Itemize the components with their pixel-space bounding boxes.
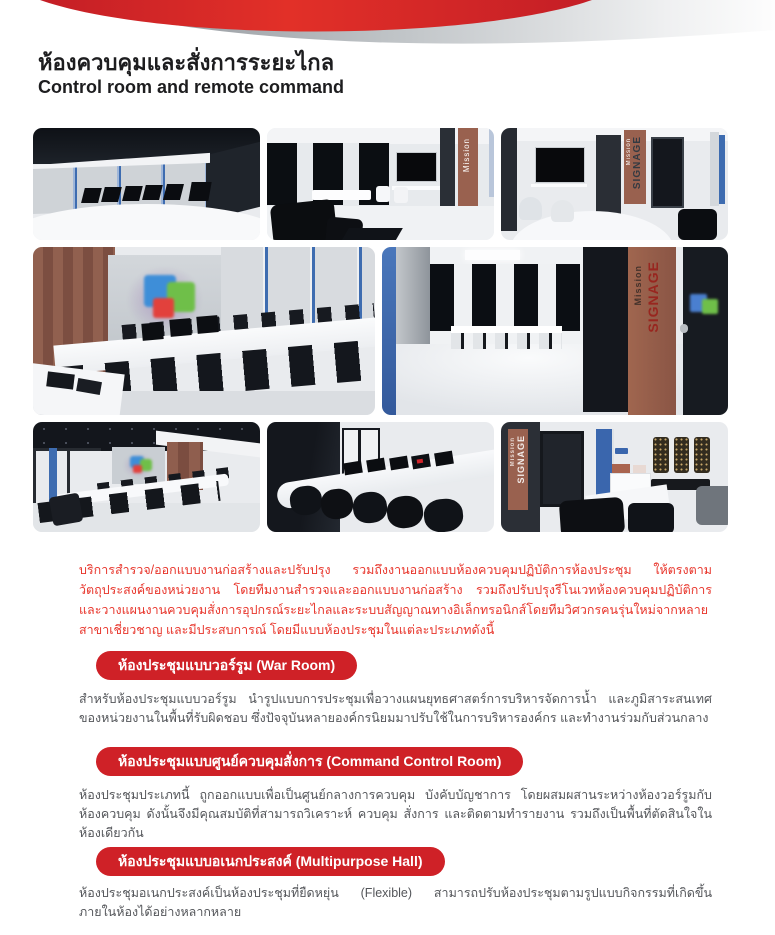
photo-war-room <box>33 247 375 415</box>
chairs <box>451 333 562 350</box>
monitor <box>343 460 363 475</box>
photo-conference-room <box>33 422 260 532</box>
chair <box>49 492 83 525</box>
acoustic-panel <box>674 437 690 472</box>
page-title <box>38 50 344 99</box>
wall-column <box>596 135 621 218</box>
sofa <box>628 503 673 532</box>
chair <box>386 494 425 530</box>
photo-control-room <box>33 128 260 240</box>
laptop <box>46 371 75 389</box>
section-heading-command-control-room: ห้องประชุมแบบศูนย์ควบคุมสั่งการ (Command Control Room) <box>96 747 523 776</box>
floor <box>396 344 728 415</box>
section-heading-war-room: ห้องประชุมแบบวอร์รูม (War Room) <box>96 651 357 680</box>
signage-panel <box>624 130 647 204</box>
blue-accent-strip <box>719 135 725 204</box>
mission-label: Mission <box>461 138 471 173</box>
monitor <box>169 318 191 337</box>
gallery-row-3 <box>33 422 728 532</box>
acoustic-panel <box>694 437 710 472</box>
gallery-row-1 <box>33 128 728 240</box>
table <box>451 326 562 333</box>
page-title-thai: ห้องควบคุมและสั่งการระยะไกล <box>38 50 335 75</box>
wall-column <box>440 128 456 209</box>
photo-meeting-room-mission <box>267 128 494 240</box>
mission-label: Mission <box>632 265 643 306</box>
signage-label: SIGNAGE <box>644 261 661 333</box>
photo-command-hall <box>382 247 728 415</box>
wall-edge <box>501 128 517 231</box>
pillar <box>710 132 719 206</box>
shelf <box>531 184 588 187</box>
gallery-row-2 <box>33 247 728 415</box>
chair <box>376 186 390 202</box>
ceiling-light <box>465 250 520 260</box>
signage-label: SIGNAGE <box>515 434 526 484</box>
monitor <box>434 450 454 466</box>
sofa-gray <box>696 486 728 526</box>
chair <box>320 488 355 521</box>
locker-wall <box>430 264 582 331</box>
chair <box>352 491 389 525</box>
chair <box>519 197 542 219</box>
signage-label: SIGNAGE <box>631 136 643 190</box>
mission-label: Mission <box>509 436 516 466</box>
section-body-command-control-room: ห้องประชุมประเภทนี้ ถูกออกแบบเพื่อเป็นศูนย์กลางการควบคุม บังคับบัญชาการ โดยผสมผสานระหว่างห้องวอร์รูมกับห้องควบคุม ดังนั้นจึงมีคุณสมบัติที่สามารถวิเคราะห์ ควบคุม สั่งการ และติดตามทำรายงาน รวมถึงเป็นพื้นที่ตัดสินใจในห้องเดียวกัน <box>79 788 712 840</box>
window <box>540 431 585 507</box>
intro-paragraph: บริการสำรวจ/ออกแบบงานก่อสร้างและปรับปรุง รวมถึงงานออกแบบห้องควบคุมปฏิบัติการห้องประชุม ให้ตรงตามวัตถุประสงค์ของหน่วยงาน โดยทีมงานสำรวจและออกแบบงานก่อสร้าง รวมถึงปรับปรุงรีโนเวทห้องควบคุมปฏิบัติการและวางแผนงานควบคุมสั่งการอุปกรณ์ระยะไกลและระบบสัญญาณทางอิเล็กทรอนิกส์โดยทีมวิศวกรคนรุ่นใหม่จากหลายสาขาเชี่ยวชาญ และมีประสบการณ์ โดยมีแบบห้องประชุมในแต่ละประเภทดังนี้ <box>79 563 712 637</box>
photo-meeting-room-signage <box>501 128 728 240</box>
acoustic-panel <box>653 437 669 472</box>
box <box>633 465 647 473</box>
header-swoosh-graphic <box>0 0 775 54</box>
table <box>312 190 371 200</box>
foreground-chair <box>678 209 717 240</box>
box <box>612 464 630 473</box>
signage-panel <box>628 247 676 415</box>
monitor <box>163 184 184 200</box>
section-heading-multipurpose-hall: ห้องประชุมแบบอเนกประสงค์ (Multipurpose Hall) <box>96 847 445 876</box>
screen-glimpse <box>690 294 721 319</box>
chair <box>394 187 408 203</box>
mission-label: Mission <box>625 138 632 166</box>
blue-accent-strip <box>382 247 396 415</box>
photo-reception-room <box>501 422 728 532</box>
photo-gallery <box>33 128 728 532</box>
monitor <box>142 322 164 341</box>
door <box>651 137 685 208</box>
sofa <box>559 497 625 532</box>
tv-screen <box>535 147 585 183</box>
monitor <box>122 186 143 201</box>
coffee-table <box>339 228 403 240</box>
chair <box>422 497 464 532</box>
section-body-multipurpose-hall: ห้องประชุมอเนกประสงค์เป็นห้องประชุมที่ยืดหยุ่น (Flexible) สามารถปรับห้องประชุมตามรูปแบบกิจกรรมที่เกิดขึ้นภายในห้องได้อย่างหลากหลาย <box>79 886 712 919</box>
signage-panel <box>458 128 478 215</box>
page-title-english: Control room and remote command <box>38 77 345 97</box>
door-handle <box>680 324 689 332</box>
monitor <box>196 315 218 334</box>
doorway <box>683 247 728 415</box>
door-sign <box>615 448 629 454</box>
desk <box>33 204 260 240</box>
section-body-war-room: สำหรับห้องประชุมแบบวอร์รูม นำรูปแบบการประชุมเพื่อวางแผนยุทธศาสตร์การบริหารจัดการน้ำ และภูมิสาระสนเทศของหน่วยงานในพื้นที่รับผิดชอบ ซึ่งปัจจุบันหลายองค์กรนิยมมาปรับใช้ในการบริหารองค์กร และทำงานร่วมกับส่วนกลาง <box>79 692 712 725</box>
blue-accent-strip <box>489 128 494 197</box>
photo-control-desk <box>267 422 494 532</box>
logo-red <box>153 298 173 318</box>
monitor <box>188 182 212 201</box>
tv-screen <box>396 152 437 182</box>
chair <box>551 200 574 222</box>
tall-cabinet <box>583 247 628 412</box>
signage-panel <box>508 429 528 510</box>
